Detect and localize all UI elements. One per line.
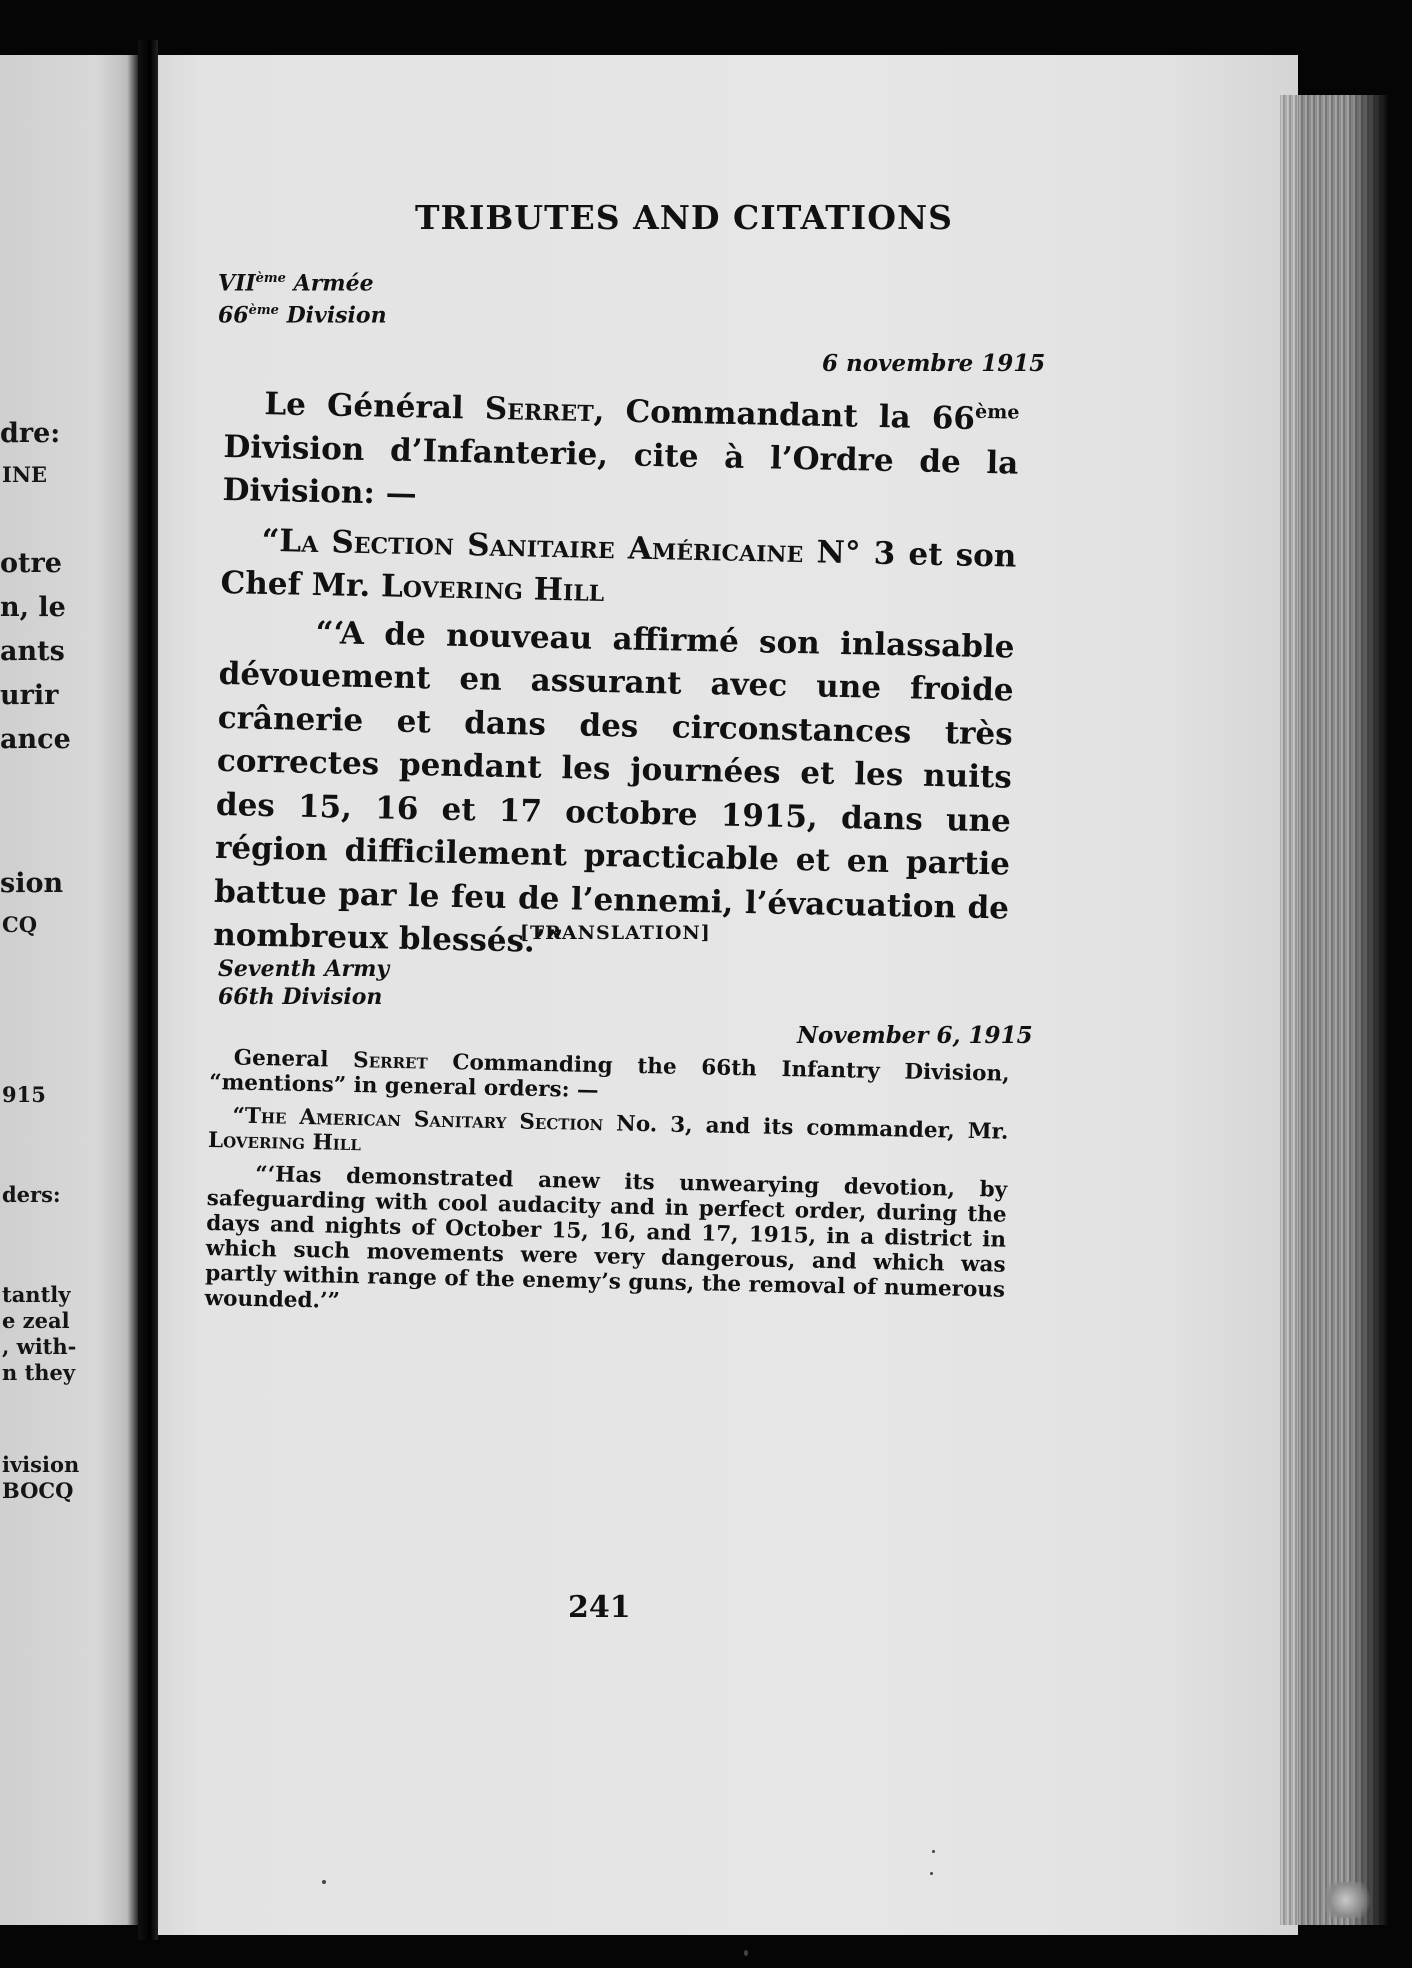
english-army-line: Seventh Army (218, 956, 390, 982)
page-edges (1280, 95, 1388, 1925)
english-paragraph-3: “‘Has demonstrated anew its unwearying devotion, by safeguarding with cool audacity and in perfect order, during the days and nights of October 15, 16, and 17, 1915, in a district in which such movements were very dangerous, and which was partly within range of the enemy’s guns, the removal of numerous wounded.’” (204, 1161, 1008, 1314)
previous-page-edge (0, 55, 138, 1925)
paper-speck (930, 1872, 933, 1875)
left-page-fragment: e zeal (2, 1308, 70, 1333)
english-unit-header (218, 955, 389, 1011)
left-page-fragment: ders: (2, 1182, 61, 1207)
french-citation (213, 375, 1020, 974)
english-paragraph-1: General Serret Commanding the 66th Infantry Division, “mentions” in general orders: — (208, 1045, 1010, 1104)
french-paragraph-1: Le Général Serret, Commandant la 66ème Division d’Infanterie, cite à l’Ordre de la Division: — (222, 386, 1020, 513)
corner-stain (1325, 1882, 1377, 1918)
running-head: TRIBUTES AND CITATIONS (415, 198, 953, 237)
english-paragraph-2: “The American Sanitary Section No. 3, and its commander, Mr. Lovering Hill (207, 1103, 1009, 1157)
paper-speck (744, 1950, 748, 1956)
french-division-line: 66ème Division (218, 302, 387, 329)
left-page-fragment: ance (0, 724, 71, 755)
left-page-fragment: BOCQ (2, 1478, 74, 1503)
left-page-fragment: CQ (2, 912, 38, 937)
left-page-fragment: otre (0, 548, 62, 579)
left-page-fragment: tantly (2, 1282, 71, 1307)
english-division-line: 66th Division (218, 984, 383, 1010)
left-page-fragment: , with- (2, 1334, 77, 1359)
left-page-fragment: sion (0, 868, 64, 899)
french-unit-header (218, 265, 387, 330)
left-page-fragment: n they (2, 1360, 76, 1385)
left-page-fragment: urir (0, 680, 59, 711)
french-paragraph-3: “‘A de nouveau affirmé son inlassable dévouement en assurant avec une froide crânerie et dans des circonstances très correctes pendant les journées et les nuits des 15, 16 et 17 octobre 1915, dans une région difficilement practicable et en partie battue par le feu de l’ennemi, l’évacuation de nombreux blessés.’” (212, 614, 1015, 961)
book-gutter (138, 40, 158, 1940)
french-paragraph-2: “La Section Sanitaire Américaine N° 3 et son Chef Mr. Lovering Hill (220, 522, 1017, 610)
left-page-fragment: ants (0, 636, 65, 667)
english-date: November 6, 1915 (797, 1022, 1033, 1049)
english-citation (204, 1045, 1010, 1336)
left-page-fragment: n, le (0, 592, 66, 623)
left-page-fragment: dre: (0, 418, 61, 449)
left-page-fragment: ivision (2, 1452, 80, 1477)
left-page-fragment: 915 (2, 1082, 46, 1107)
paper-speck (322, 1880, 326, 1884)
left-page-fragment: INE (2, 462, 48, 487)
translation-tag: [TRANSLATION] (520, 922, 711, 944)
french-date: 6 novembre 1915 (822, 350, 1046, 377)
page-number: 241 (568, 1590, 631, 1625)
paper-speck (932, 1850, 935, 1853)
french-army-line: VIIème Armée (218, 270, 374, 297)
